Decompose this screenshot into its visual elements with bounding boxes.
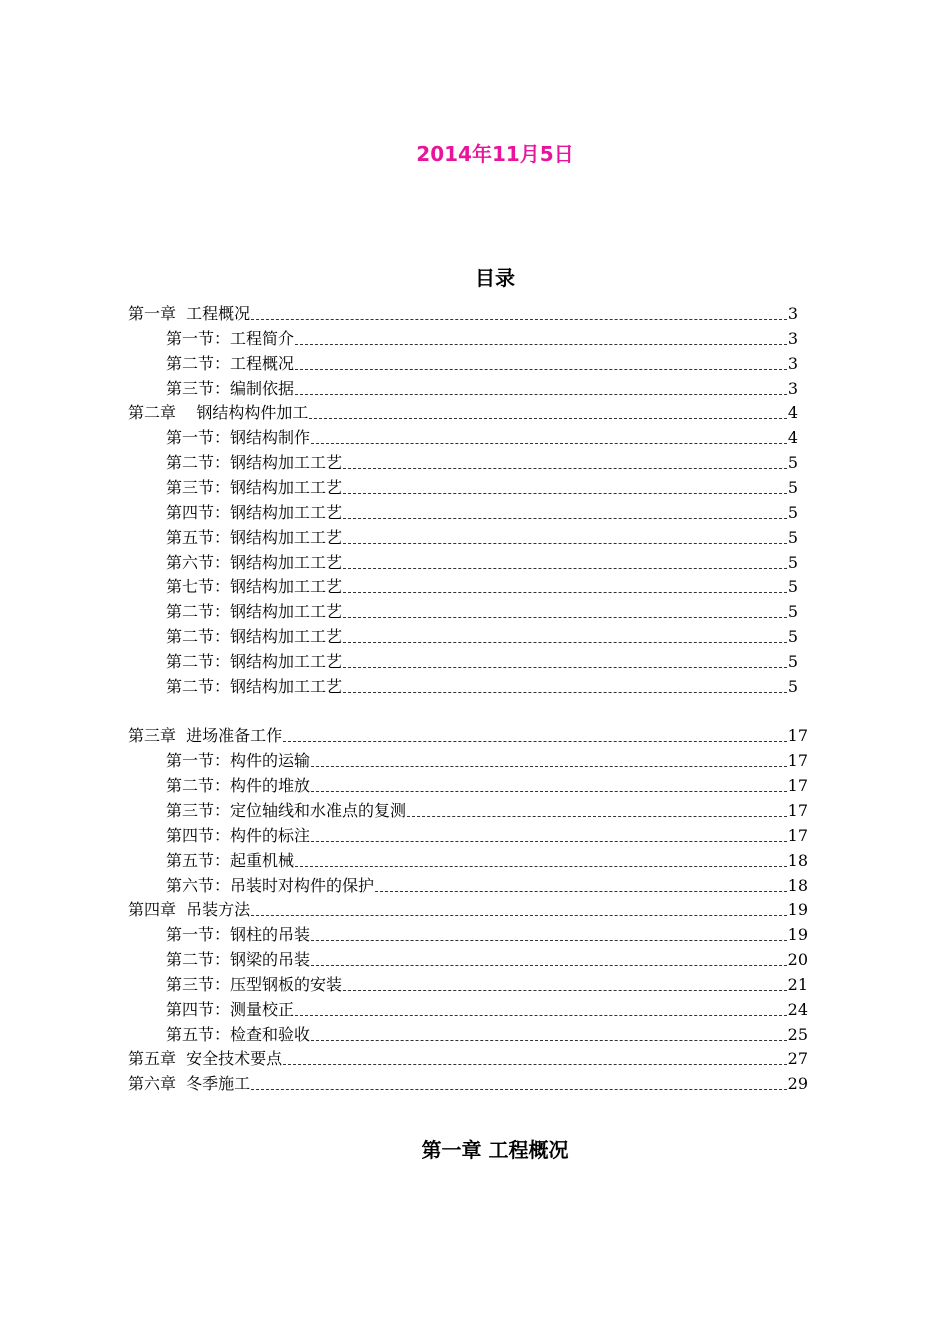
toc-entry-label: 第一节：钢柱的吊装	[166, 925, 311, 945]
toc-leader-line	[343, 517, 787, 519]
toc-leader-line	[283, 740, 786, 742]
toc-section-entry[interactable]	[166, 973, 808, 995]
toc-page-number: 18	[787, 850, 808, 870]
toc-leader-line	[309, 417, 786, 419]
toc-leader-line	[283, 1063, 786, 1065]
toc-page-number: 3	[787, 378, 798, 398]
toc-leader-line	[343, 467, 787, 469]
toc-entry-label: 第二节：工程概况	[166, 353, 295, 373]
toc-leader-line	[311, 1039, 787, 1041]
toc-section-entry[interactable]	[166, 426, 798, 448]
toc-page-number: 5	[787, 627, 798, 647]
toc-page-number: 5	[787, 552, 798, 572]
toc-entry-label: 第二节：钢梁的吊装	[166, 950, 311, 970]
toc-leader-line	[251, 1088, 786, 1090]
toc-page-number: 20	[787, 950, 808, 970]
toc-page-number: 17	[787, 825, 808, 845]
toc-leader-line	[295, 393, 787, 395]
toc-entry-label: 第五章 安全技术要点	[128, 1049, 283, 1069]
toc-page-number: 19	[787, 925, 808, 945]
toc-page-number: 5	[787, 502, 798, 522]
toc-leader-line	[343, 591, 787, 593]
toc-entry-label: 第四节：钢结构加工工艺	[166, 502, 343, 522]
toc-page-number: 19	[787, 900, 808, 920]
toc-section-entry[interactable]	[166, 377, 798, 399]
toc-leader-line	[295, 343, 787, 345]
toc-page-number: 3	[787, 353, 798, 373]
toc-entry-label: 第三节：钢结构加工工艺	[166, 477, 343, 497]
toc-leader-line	[343, 616, 787, 618]
toc-leader-line	[343, 542, 787, 544]
toc-page-number: 27	[787, 1049, 808, 1069]
toc-page-number: 5	[787, 577, 798, 597]
toc-section-entry[interactable]	[166, 600, 798, 622]
toc-page-number: 5	[787, 477, 798, 497]
toc-page-number: 29	[787, 1074, 808, 1094]
toc-page-number: 17	[787, 800, 808, 820]
toc-leader-line	[407, 815, 787, 817]
toc-entry-label: 第三节：编制依据	[166, 378, 295, 398]
toc-entry-label: 第三节：压型钢板的安装	[166, 974, 343, 994]
toc-chapter-entry[interactable]	[128, 724, 808, 746]
toc-leader-line	[295, 1014, 787, 1016]
toc-chapter-entry[interactable]	[128, 1072, 808, 1094]
toc-entry-label: 第五节：检查和验收	[166, 1024, 311, 1044]
toc-leader-line	[251, 318, 787, 320]
toc-section-entry[interactable]	[166, 799, 808, 821]
toc-section-entry[interactable]	[166, 551, 798, 573]
toc-entry-label: 第二节：构件的堆放	[166, 776, 311, 796]
toc-section-entry[interactable]	[166, 1023, 808, 1045]
toc-section-entry[interactable]	[166, 998, 808, 1020]
toc-chapter-entry[interactable]	[128, 1047, 808, 1069]
toc-section-entry[interactable]	[166, 774, 808, 796]
toc-leader-line	[251, 914, 786, 916]
toc-section-entry[interactable]	[166, 824, 808, 846]
toc-chapter-entry[interactable]	[128, 898, 808, 920]
toc-section-entry[interactable]	[166, 849, 808, 871]
toc-leader-line	[311, 442, 787, 444]
toc-entry-label: 第二节：钢结构加工工艺	[166, 602, 343, 622]
toc-entry-label: 第一章 工程概况	[128, 304, 251, 323]
toc-entry-label: 第三章 进场准备工作	[128, 726, 283, 746]
toc-entry-label: 第二节：钢结构加工工艺	[166, 676, 343, 696]
toc-page-number: 3	[787, 304, 798, 323]
toc-leader-line	[343, 666, 787, 668]
toc-leader-line	[295, 368, 787, 370]
toc-page-number: 18	[787, 875, 808, 895]
toc-entry-label: 第二节：钢结构加工工艺	[166, 651, 343, 671]
toc-section-entry[interactable]	[166, 327, 798, 349]
toc-entry-label: 第四节：构件的标注	[166, 825, 311, 845]
toc-section-entry[interactable]	[166, 923, 808, 945]
toc-entry-label: 第四节：测量校正	[166, 999, 295, 1019]
toc-leader-line	[295, 865, 787, 867]
toc-section-entry[interactable]	[166, 650, 798, 672]
toc-section-entry[interactable]	[166, 575, 798, 597]
toc-leader-line	[343, 492, 787, 494]
toc-leader-line	[311, 765, 787, 767]
toc-section-entry[interactable]	[166, 476, 798, 498]
toc-page-number: 5	[787, 527, 798, 547]
toc-leader-line	[343, 989, 787, 991]
chapter-heading: 第一章 工程概况	[421, 1138, 569, 1162]
toc-section-entry[interactable]	[166, 451, 798, 473]
toc-section-entry[interactable]	[166, 675, 798, 697]
toc-leader-line	[343, 567, 787, 569]
toc-page-number: 5	[787, 651, 798, 671]
toc-page-number: 25	[787, 1024, 808, 1044]
toc-page-number: 4	[787, 403, 798, 423]
toc-page-number: 4	[787, 428, 798, 448]
toc-entry-label: 第四章 吊装方法	[128, 900, 251, 920]
toc-leader-line	[343, 641, 787, 643]
toc-page-number: 5	[787, 453, 798, 473]
toc-title: 目录	[475, 266, 515, 290]
toc-entry-label: 第一节：构件的运输	[166, 751, 311, 771]
toc-section-entry[interactable]	[166, 749, 808, 771]
toc-entry-label: 第二节：钢结构加工工艺	[166, 453, 343, 473]
toc-leader-line	[311, 964, 787, 966]
toc-entry-label: 第七节：钢结构加工工艺	[166, 577, 343, 597]
toc-leader-line	[311, 790, 787, 792]
toc-leader-line	[311, 840, 787, 842]
toc-section-entry[interactable]	[166, 874, 808, 896]
toc-page-number: 24	[787, 999, 808, 1019]
toc-section-entry[interactable]	[166, 501, 798, 523]
toc-leader-line	[343, 691, 787, 693]
toc-chapter-entry[interactable]	[128, 302, 798, 324]
toc-section-entry[interactable]	[166, 948, 808, 970]
toc-page-number: 21	[787, 974, 808, 994]
toc-chapter-entry[interactable]	[128, 401, 798, 423]
toc-section-entry[interactable]	[166, 352, 798, 374]
toc-page-number: 5	[787, 676, 798, 696]
toc-section-entry[interactable]	[166, 625, 798, 647]
toc-entry-label: 第六章 冬季施工	[128, 1074, 251, 1094]
toc-page-number: 17	[787, 776, 808, 796]
toc-entry-label: 第一节：钢结构制作	[166, 428, 311, 448]
document-date: 2014年11月5日	[416, 142, 574, 166]
toc-entry-label: 第一节：工程简介	[166, 328, 295, 348]
toc-page-number: 5	[787, 602, 798, 622]
toc-entry-label: 第三节：定位轴线和水准点的复测	[166, 800, 407, 820]
toc-leader-line	[375, 890, 787, 892]
toc-entry-label: 第六节：钢结构加工工艺	[166, 552, 343, 572]
toc-entry-label: 第二章 钢结构构件加工	[128, 403, 309, 423]
toc-entry-label: 第二节：钢结构加工工艺	[166, 627, 343, 647]
toc-entry-label: 第六节：吊装时对构件的保护	[166, 875, 375, 895]
toc-page-number: 17	[787, 751, 808, 771]
toc-page-number: 3	[787, 328, 798, 348]
toc-entry-label: 第五节：钢结构加工工艺	[166, 527, 343, 547]
toc-leader-line	[311, 939, 787, 941]
toc-section-entry[interactable]	[166, 526, 798, 548]
toc-entry-label: 第五节：起重机械	[166, 850, 295, 870]
toc-page-number: 17	[787, 726, 808, 746]
